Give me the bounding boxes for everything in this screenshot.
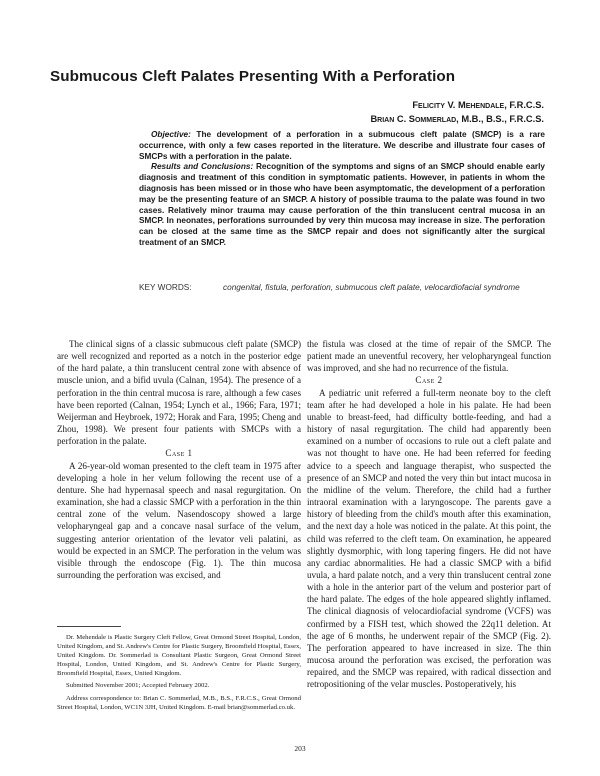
page-number: 203 bbox=[294, 744, 306, 753]
author-list bbox=[370, 99, 544, 126]
case-1-paragraph: A 26-year-old woman presented to the cleft team in 1975 after developing a hole in her velum following the recent use of a denture. She had hypernasal speech and nasal regurgitation. On examination, she had a classic SMCP with a perforation in the thin central zone of the velum. Nasendoscopy showed a large velopharyngeal gap and a concave nasal surface of the velum, suggesting anterior orientation of the levator veli palatini, as would be expected in an SMCP. The perforation in the velum was visible through the endoscope (Fig. 1). The thin mucosa surrounding the perforation was excised, and bbox=[57, 460, 301, 580]
case-2-heading: Case 2 bbox=[415, 375, 443, 386]
abstract-results-label: Results and Conclusions: bbox=[151, 162, 254, 172]
footnote-affiliation: Dr. Mehendale is Plastic Surgery Cleft Fellow, Great Ormond Street Hospital, London, United Kingdom, and St. Andrew's Centre for Plastic Surgery, Broomfield Hospital, Essex, United Kingdom. Dr. Sommerlad is Consultant Plastic Surgeon, Great Ormond Street Hospital, London, United Kingdom, and St. Andrew's Centre for Plastic Surgery, Broomfield Hospital, Essex, United Kingdom. bbox=[57, 634, 301, 678]
abstract bbox=[139, 130, 545, 249]
footnote-correspondence: Address correspondence to: Brian C. Sommerlad, M.B., B.S., F.R.C.S., Great Ormond Street Hospital, London, WC1N 3JH, United Kingdom. E-mail brian@sommerlad.co.uk. bbox=[57, 694, 301, 711]
footnote-dates: Submitted November 2001; Accepted February 2002. bbox=[66, 682, 210, 690]
keywords bbox=[139, 283, 545, 294]
keywords-text: congenital, fistula, perforation, submucous cleft palate, velocardiofacial syndrome bbox=[223, 283, 520, 292]
author-name: Brian C. Sommerlad, M.B., B.S., F.R.C.S. bbox=[370, 113, 544, 124]
keywords-label: KEY WORDS: bbox=[139, 283, 192, 292]
abstract-objective bbox=[139, 130, 545, 162]
abstract-objective-label: Objective: bbox=[151, 130, 191, 139]
case-2-paragraph: A pediatric unit referred a full-term neonate boy to the cleft team after he had developed a hole in his palate. He had been unable to breast-feed, had difficulty bottle-feeding, and had a history of nasal regurgitation. The child had apparently been examined on a number of occasions to rule out a cleft palate and was not thought to have one. He had been referred for feeding advice to a speech and language therapist, who suspected the presence of an SMCP and noted the very thin but intact mucosa in the midline of the velum. Therefore, the child had a further intraoral examination with a laryngoscope. The parents gave a history of bleeding from the child's mouth after this examination, and the next day a hole was noticed in the palate. At this point, the child was referred to the cleft team. On examination, he appeared slightly dysmorphic, with long tapering fingers. He did not have any cardiac abnormalities. He had a classic SMCP with a bifid uvula, a hard palate notch, and a very thin translucent central zone with a hole in the anterior part of the velum and posterior part of the hard palate. The edges of the hole appeared slightly inflamed. The clinical diagnosis of velocardiofacial syndrome (VCFS) was confirmed by a FISH test, which showed the 22q11 deletion. At the age of 6 months, he underwent repair of the SMCP (Fig. 2). The perforation appeared to have increased in size. The thin mucosa around the perforation was excised, the perforation was repaired, and the SMCP was repaired, with radical dissection and retropositioning of the velar muscles. Postoperatively, his bbox=[307, 387, 551, 690]
abstract-results-text: Recognition of the symptoms and signs of an SMCP should enable early diagnosis and treatment of this condition in symptomatic patients. However, in patients in whom the diagnosis has been missed or in those who have been asymptomatic, the development of a perforation may be the presenting feature of an SMCP. A history of possible trauma to the palate was found in two cases. Relatively minor trauma may cause perforation of the thin translucent central mucosa in an SMCP. In neonates, perforations surrounded by very thin mucosa may increase in size. The perforation can be closed at the same time as the SMCP repair and does not significantly alter the surgical treatment of an SMCP. bbox=[139, 162, 545, 247]
footnote-rule bbox=[57, 626, 121, 627]
right-column bbox=[307, 338, 551, 691]
case-1-continuation: the fistula was closed at the time of repair of the SMCP. The patient made an uneventful recovery, her velopharyngeal function was improved, and she had no recurrence of the fistula. bbox=[307, 339, 551, 374]
abstract-objective-text: The development of a perforation in a submucous cleft palate (SMCP) is a rare occurrence, with only a few cases reported in the literature. We describe and illustrate four cases of SMCPs with a perforation in the palate. bbox=[139, 130, 545, 161]
abstract-results bbox=[139, 162, 545, 248]
footnotes bbox=[57, 626, 301, 715]
left-column bbox=[57, 338, 301, 581]
author-name: Felicity V. Mehendale, F.R.C.S. bbox=[412, 100, 544, 110]
intro-paragraph: The clinical signs of a classic submucous cleft palate (SMCP) are well recognized and reported as a notch in the posterior edge of the hard palate, a thin translucent central zone with absence of muscle union, and a bifid uvula (Calnan, 1954). The presence of a perforation in the thin central mucosa is rare, although a few cases have been reported (Calnan, 1954; Lynch et al., 1966; Fara, 1971; Weijerman and Heybroek, 1972; Horak and Fara, 1995; Cheng and Zhou, 1998). We present four patients with SMCPs with a perforation in the palate. bbox=[57, 339, 301, 447]
case-1-heading: Case 1 bbox=[165, 448, 193, 459]
article-title: Submucous Cleft Palates Presenting With a Perforation bbox=[50, 68, 456, 85]
